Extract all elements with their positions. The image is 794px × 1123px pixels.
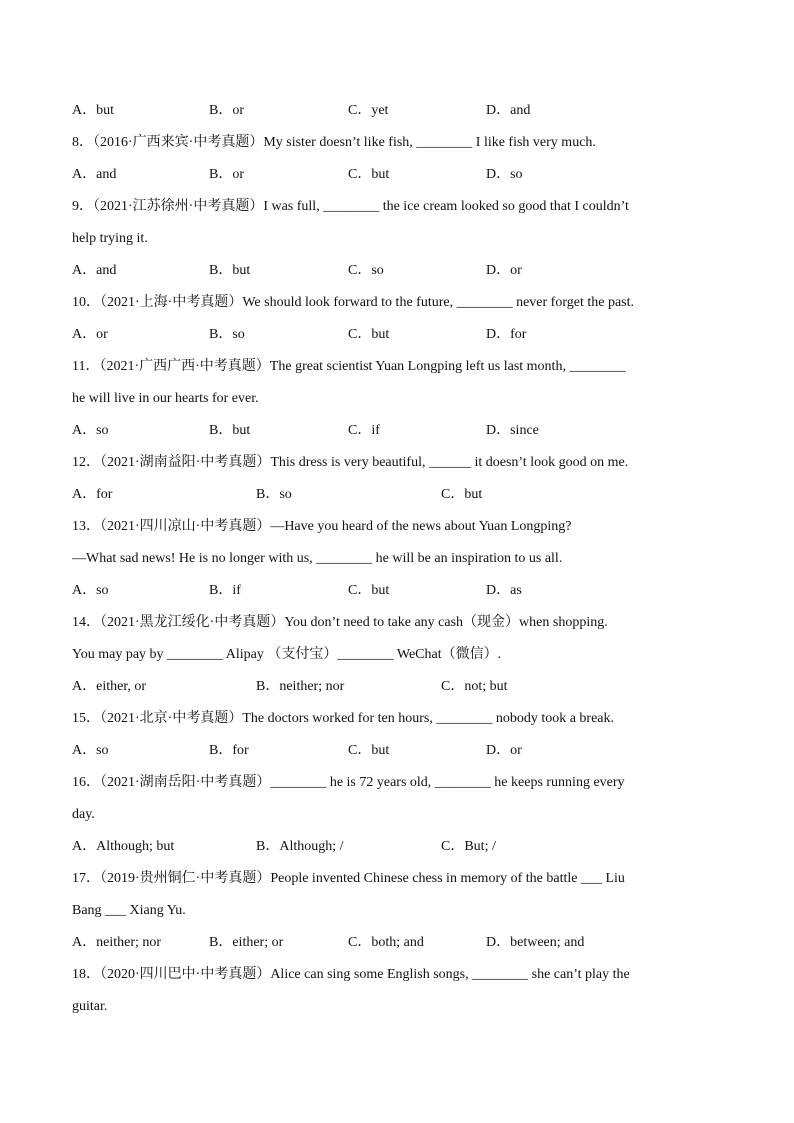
question-text-line: 17．（2019·贵州铜仁·中考真题）People invented Chinese chess in memory of the battle ___ Liu: [72, 871, 625, 886]
answer-options-row: [72, 421, 732, 441]
question-text-line: 11．（2021·广西广西·中考真题）The great scientist Yuan Longping left us last month, ________: [72, 359, 626, 374]
answer-option: A．so: [72, 743, 109, 758]
question-text-line: help trying it.: [72, 231, 148, 246]
question-text-line: 10．（2021·上海·中考真题）We should look forward to the future, ________ never forget the past.: [72, 295, 635, 310]
question-text-line: 12．（2021·湖南益阳·中考真题）This dress is very beautiful, ______ it doesn’t look good on me.: [72, 455, 629, 470]
answer-option: C．yet: [348, 103, 389, 118]
answer-option: C．but: [441, 487, 483, 502]
answer-option: C．both; and: [348, 935, 424, 950]
answer-option: B．but: [209, 263, 251, 278]
answer-options-row: [72, 933, 732, 953]
answer-option: A．neither; nor: [72, 935, 162, 950]
answer-option: A．so: [72, 583, 109, 598]
question-text-line: 15．（2021·北京·中考真题）The doctors worked for ten hours, ________ nobody took a break.: [72, 711, 615, 726]
answer-option: C．but: [348, 583, 390, 598]
answer-option: A．and: [72, 263, 117, 278]
answer-option: D．for: [486, 327, 527, 342]
question-text-line: 18．（2020·四川巴中·中考真题）Alice can sing some English songs, ________ she can’t play the: [72, 967, 630, 982]
answer-options-row: [72, 485, 732, 505]
question-text-line: guitar.: [72, 999, 108, 1014]
question-text-line: Bang ___ Xiang Yu.: [72, 903, 186, 918]
answer-option: A．Although; but: [72, 839, 175, 854]
question-text-line: 16．（2021·湖南岳阳·中考真题）________ he is 72 years old, ________ he keeps running every: [72, 775, 625, 790]
answer-options-row: [72, 101, 732, 121]
answer-option: B．either; or: [209, 935, 284, 950]
answer-option: C．if: [348, 423, 380, 438]
question-text-line: 8．（2016·广西来宾·中考真题）My sister doesn’t like fish, ________ I like fish very much.: [72, 135, 596, 150]
answer-option: B．so: [209, 327, 245, 342]
question-text-line: day.: [72, 807, 95, 822]
answer-option: A．and: [72, 167, 117, 182]
question-text-line: You may pay by ________ Alipay （支付宝）________ WeChat（微信）.: [72, 647, 502, 662]
answer-option: C．but: [348, 167, 390, 182]
answer-option: D．since: [486, 423, 539, 438]
question-text-line: —What sad news! He is no longer with us, ________ he will be an inspiration to us all.: [72, 551, 563, 566]
question-text-line: 14．（2021·黑龙江绥化·中考真题）You don’t need to take any cash（现金）when shopping.: [72, 615, 608, 630]
answer-option: C．But; /: [441, 839, 496, 854]
answer-options-row: [72, 581, 732, 601]
answer-option: B．neither; nor: [256, 679, 345, 694]
answer-option: C．so: [348, 263, 384, 278]
answer-options-row: [72, 677, 732, 697]
answer-options-row: [72, 837, 732, 857]
question-text-line: he will live in our hearts for ever.: [72, 391, 259, 406]
question-text-line: 9．（2021·江苏徐州·中考真题）I was full, ________ the ice cream looked so good that I couldn’t: [72, 199, 629, 214]
answer-option: D．or: [486, 743, 522, 758]
answer-options-row: [72, 325, 732, 345]
answer-option: B．or: [209, 167, 244, 182]
answer-option: A．so: [72, 423, 109, 438]
question-text-line: 13．（2021·四川凉山·中考真题）—Have you heard of the news about Yuan Longping?: [72, 519, 572, 534]
answer-option: C．but: [348, 327, 390, 342]
answer-option: D．so: [486, 167, 523, 182]
answer-options-row: [72, 165, 732, 185]
answer-option: A．but: [72, 103, 114, 118]
answer-option: D．as: [486, 583, 522, 598]
answer-option: B．or: [209, 103, 244, 118]
answer-option: A．or: [72, 327, 108, 342]
answer-options-row: [72, 741, 732, 761]
answer-option: A．either, or: [72, 679, 147, 694]
answer-option: B．if: [209, 583, 241, 598]
answer-option: B．so: [256, 487, 292, 502]
answer-option: C．not; but: [441, 679, 508, 694]
answer-option: B．for: [209, 743, 249, 758]
answer-option: D．and: [486, 103, 531, 118]
answer-option: B．but: [209, 423, 251, 438]
answer-option: D．or: [486, 263, 522, 278]
answer-option: B．Although; /: [256, 839, 344, 854]
answer-option: C．but: [348, 743, 390, 758]
answer-options-row: [72, 261, 732, 281]
answer-option: A．for: [72, 487, 113, 502]
answer-option: D．between; and: [486, 935, 585, 950]
